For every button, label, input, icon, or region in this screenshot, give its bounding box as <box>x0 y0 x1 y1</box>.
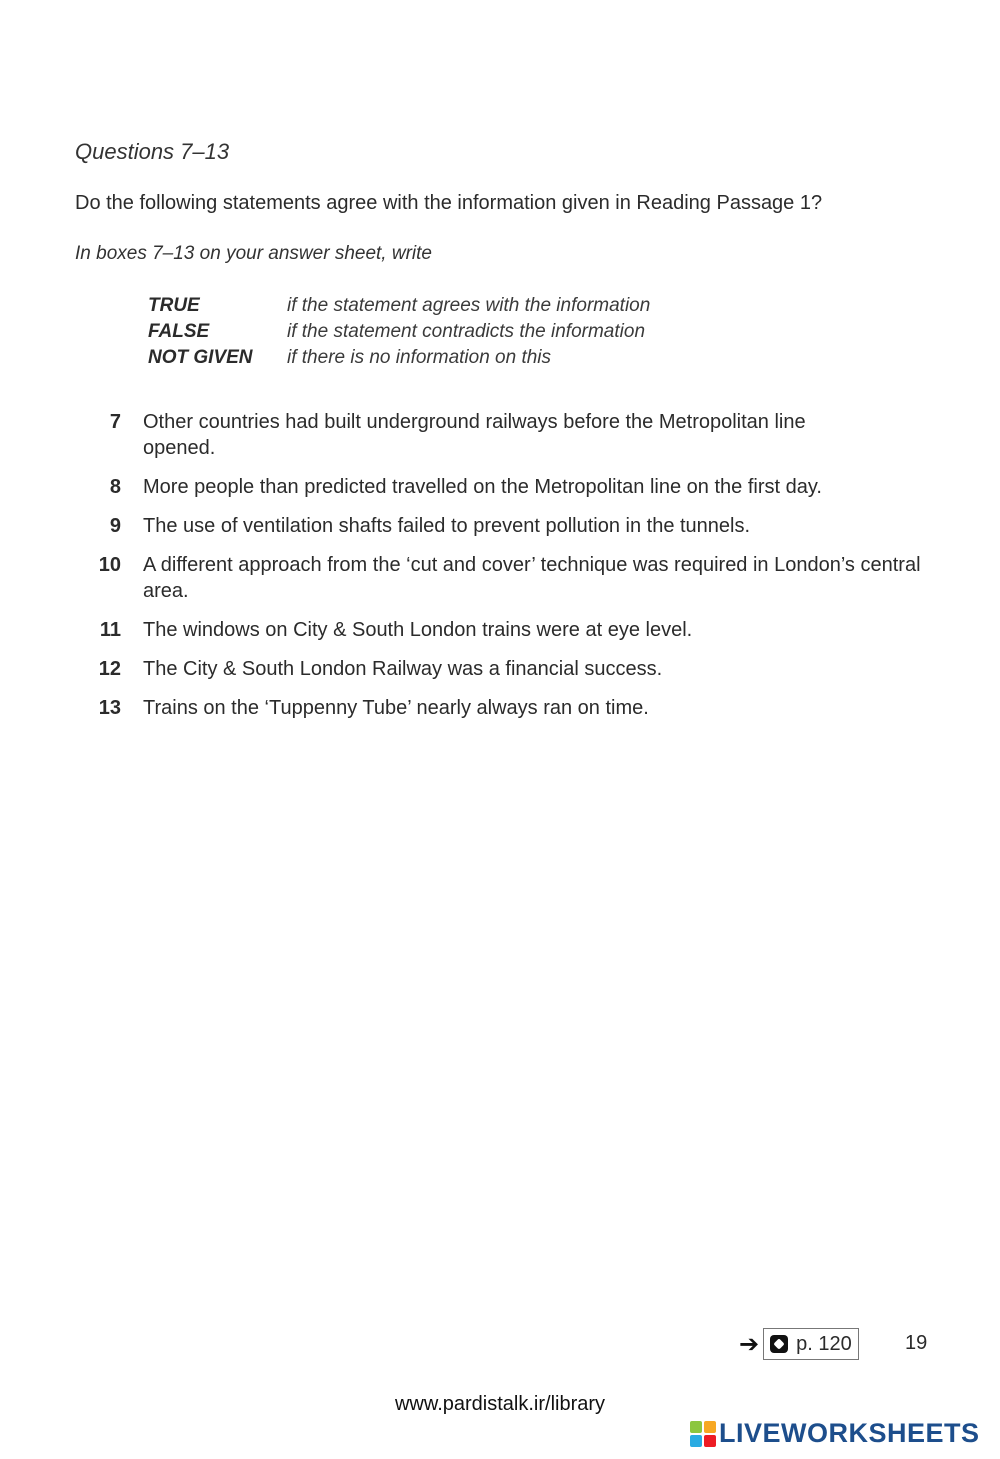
key-term: TRUE <box>148 295 200 316</box>
page-number: 19 <box>905 1332 928 1354</box>
question-number: 10 <box>98 554 121 576</box>
reference-page: p. 120 <box>796 1332 852 1355</box>
question-item <box>75 409 935 461</box>
key-definition: if there is no information on this <box>287 347 552 368</box>
key-definition: if the statement contradicts the information <box>287 321 646 342</box>
brand-name: LIVEWORKSHEETS <box>719 1418 980 1448</box>
question-text: More people than predicted travelled on the Metropolitan line on the first day. <box>143 476 822 498</box>
reference-box <box>763 1328 859 1360</box>
question-list <box>75 409 935 734</box>
liveworksheets-brand <box>690 1418 980 1449</box>
instruction-text: In boxes 7–13 on your answer sheet, write <box>75 243 432 264</box>
answer-key <box>148 293 650 371</box>
question-number: 9 <box>109 515 121 537</box>
question-text: A different approach from the ‘cut and cover’ technique was required in London’s central area. <box>143 554 921 602</box>
question-number: 13 <box>98 697 121 719</box>
question-item <box>75 617 935 643</box>
question-text: Trains on the ‘Tuppenny Tube’ nearly always ran on time. <box>143 697 649 719</box>
question-item <box>75 552 935 604</box>
question-number: 8 <box>109 476 121 498</box>
question-text: The windows on City & South London trains were at eye level. <box>143 619 693 641</box>
key-row-true <box>148 293 650 319</box>
key-definition: if the statement agrees with the information <box>287 295 651 316</box>
questions-heading: Questions 7–13 <box>75 139 230 164</box>
question-text: The use of ventilation shafts failed to prevent pollution in the tunnels. <box>143 515 751 537</box>
question-number: 12 <box>98 658 121 680</box>
liveworksheets-logo-icon <box>690 1421 716 1447</box>
key-row-not-given <box>148 345 650 371</box>
question-number: 7 <box>109 411 121 433</box>
question-number: 11 <box>99 619 121 641</box>
question-item <box>75 513 935 539</box>
key-term: FALSE <box>148 321 210 342</box>
page-reference <box>739 1328 859 1360</box>
question-text: Other countries had built underground railways before the Metropolitan line opened. <box>143 411 806 459</box>
question-text: The City & South London Railway was a financial success. <box>143 658 663 680</box>
question-item <box>75 695 935 721</box>
intro-text: Do the following statements agree with the information given in Reading Passage 1? <box>75 192 823 214</box>
right-arrow-icon: ➔ <box>739 1330 760 1358</box>
key-row-false <box>148 319 650 345</box>
key-term: NOT GIVEN <box>148 347 253 368</box>
question-item <box>75 656 935 682</box>
study-tip-icon <box>770 1335 788 1353</box>
question-item <box>75 474 935 500</box>
source-url: www.pardistalk.ir/library <box>394 1393 606 1415</box>
